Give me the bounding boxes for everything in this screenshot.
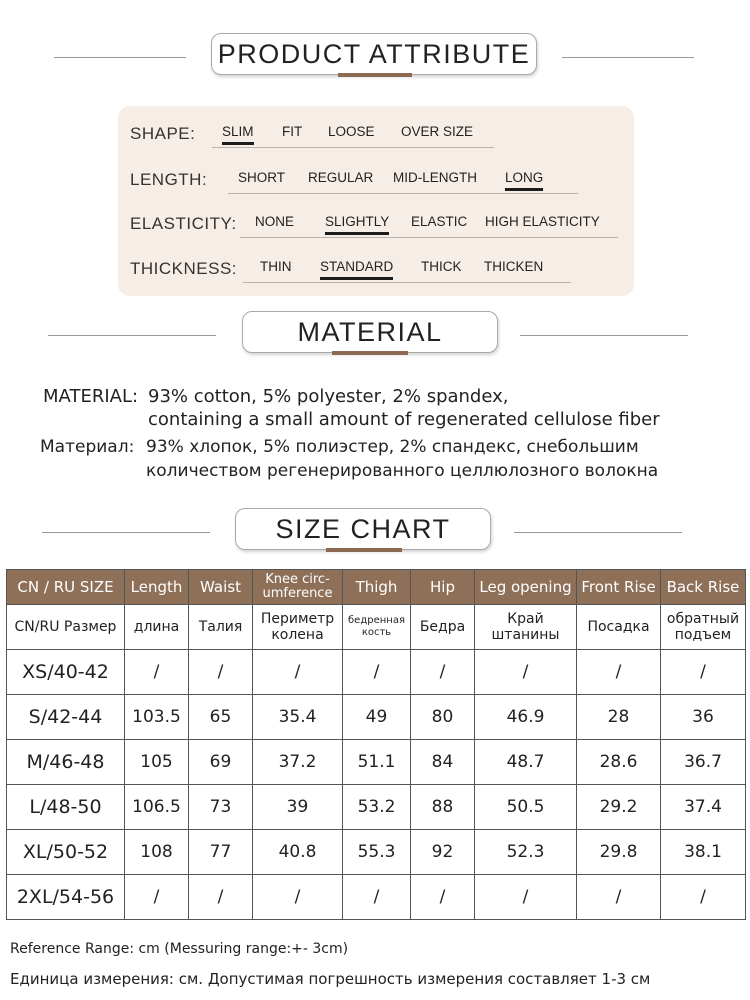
material-text-ru-2: количеством регенерированного целлюлозного волокна bbox=[146, 461, 659, 481]
title-underbar bbox=[332, 351, 408, 355]
divider-right bbox=[520, 335, 688, 336]
attr-option: REGULAR bbox=[308, 170, 374, 185]
attr-option: OVER SIZE bbox=[401, 124, 474, 139]
size-label-cell: M/46-48 bbox=[7, 740, 125, 785]
col-header: Leg opening bbox=[475, 570, 577, 605]
size-chart-header bbox=[0, 508, 750, 556]
col-header: Hip bbox=[411, 570, 475, 605]
attr-option: THICKEN bbox=[484, 259, 544, 274]
attr-row-length bbox=[118, 166, 634, 196]
attr-label: THICKNESS: bbox=[130, 259, 238, 278]
size-label-cell: XL/50-52 bbox=[7, 830, 125, 875]
attr-option: ELASTIC bbox=[411, 214, 468, 229]
divider-right bbox=[514, 532, 682, 533]
measurement-cell: / bbox=[189, 875, 253, 920]
table-row bbox=[7, 785, 746, 830]
measurement-cell: / bbox=[577, 650, 661, 695]
table-row bbox=[7, 740, 746, 785]
title-underbar bbox=[338, 73, 412, 77]
measurement-cell: 80 bbox=[411, 695, 475, 740]
attr-option: NONE bbox=[255, 214, 295, 229]
material-header bbox=[0, 311, 750, 359]
divider-left bbox=[42, 532, 210, 533]
ru-col-header: Край штанины bbox=[475, 605, 577, 650]
attr-option-selected: STANDARD bbox=[320, 259, 394, 274]
attr-option-selected: SLIGHTLY bbox=[325, 214, 390, 229]
measurement-cell: / bbox=[661, 875, 746, 920]
attr-row-shape bbox=[118, 120, 634, 150]
measurement-cell: 28.6 bbox=[577, 740, 661, 785]
ru-col-header: обратный подъем bbox=[661, 605, 746, 650]
measurement-cell: 88 bbox=[411, 785, 475, 830]
measurement-cell: / bbox=[411, 650, 475, 695]
header-row bbox=[7, 570, 746, 605]
col-header: Length bbox=[125, 570, 189, 605]
col-header: Back Rise bbox=[661, 570, 746, 605]
measurement-cell: 46.9 bbox=[475, 695, 577, 740]
measurement-cell: 38.1 bbox=[661, 830, 746, 875]
measurement-cell: 28 bbox=[577, 695, 661, 740]
material-text-ru-1: 93% хлопок, 5% полиэстер, 2% спандекс, снебольшим bbox=[146, 437, 639, 457]
attr-option-selected: LONG bbox=[505, 170, 544, 185]
measurement-cell: 106.5 bbox=[125, 785, 189, 830]
measurement-cell: 103.5 bbox=[125, 695, 189, 740]
measurement-cell: 29.2 bbox=[577, 785, 661, 830]
measurement-cell: 77 bbox=[189, 830, 253, 875]
col-header: Thigh bbox=[343, 570, 411, 605]
measurement-cell: 49 bbox=[343, 695, 411, 740]
size-label-cell: L/48-50 bbox=[7, 785, 125, 830]
measurement-cell: 36.7 bbox=[661, 740, 746, 785]
measurement-unit-note: Единица измерения: см. Допустимая погрешность измерения составляет 1-3 см bbox=[10, 970, 651, 988]
measurement-cell: 53.2 bbox=[343, 785, 411, 830]
measurement-cell: / bbox=[125, 875, 189, 920]
row-underline bbox=[240, 237, 618, 238]
section-title: PRODUCT ATTRIBUTE bbox=[211, 33, 537, 75]
attr-option: HIGH ELASTICITY bbox=[485, 214, 600, 229]
attr-row-elasticity bbox=[118, 210, 634, 240]
measurement-cell: 51.1 bbox=[343, 740, 411, 785]
ru-header-row bbox=[7, 605, 746, 650]
attr-label: ELASTICITY: bbox=[130, 214, 237, 233]
divider-left bbox=[54, 57, 186, 58]
measurement-cell: 105 bbox=[125, 740, 189, 785]
col-header: Waist bbox=[189, 570, 253, 605]
title-underbar bbox=[326, 548, 402, 552]
table-row bbox=[7, 830, 746, 875]
row-underline bbox=[212, 147, 494, 148]
measurement-cell: 37.4 bbox=[661, 785, 746, 830]
attr-option: LOOSE bbox=[328, 124, 375, 139]
ru-col-header: Посадка bbox=[577, 605, 661, 650]
attr-option: FIT bbox=[282, 124, 303, 139]
measurement-cell: / bbox=[343, 650, 411, 695]
measurement-cell: / bbox=[475, 650, 577, 695]
reference-range-note: Reference Range: cm (Messuring range:+- 3cm) bbox=[10, 941, 349, 957]
measurement-cell: 48.7 bbox=[475, 740, 577, 785]
col-header: Front Rise bbox=[577, 570, 661, 605]
measurement-cell: 39 bbox=[253, 785, 343, 830]
attr-option: MID-LENGTH bbox=[393, 170, 477, 185]
ru-col-header: CN/RU Размер bbox=[7, 605, 125, 650]
measurement-cell: 92 bbox=[411, 830, 475, 875]
size-chart-table bbox=[6, 569, 746, 920]
material-label-en: MATERIAL: bbox=[43, 386, 139, 407]
divider-right bbox=[562, 57, 694, 58]
ru-col-header: длина bbox=[125, 605, 189, 650]
material-label-ru: Материал: bbox=[40, 437, 135, 457]
measurement-cell: 55.3 bbox=[343, 830, 411, 875]
ru-col-header: Талия bbox=[189, 605, 253, 650]
measurement-cell: / bbox=[125, 650, 189, 695]
measurement-cell: / bbox=[661, 650, 746, 695]
attr-option: SHORT bbox=[238, 170, 286, 185]
size-label-cell: S/42-44 bbox=[7, 695, 125, 740]
measurement-cell: 65 bbox=[189, 695, 253, 740]
table-row bbox=[7, 875, 746, 920]
attr-row-thickness bbox=[118, 255, 634, 285]
product-attribute-header bbox=[0, 33, 750, 81]
measurement-cell: / bbox=[189, 650, 253, 695]
measurement-cell: / bbox=[253, 650, 343, 695]
material-text-en-2: containing a small amount of regenerated cellulose fiber bbox=[148, 409, 660, 430]
measurement-cell: 35.4 bbox=[253, 695, 343, 740]
ru-col-header: Периметр колена bbox=[253, 605, 343, 650]
size-label-cell: XS/40-42 bbox=[7, 650, 125, 695]
attr-option-selected: SLIM bbox=[222, 124, 254, 139]
measurement-cell: / bbox=[411, 875, 475, 920]
measurement-cell: 73 bbox=[189, 785, 253, 830]
measurement-cell: 84 bbox=[411, 740, 475, 785]
measurement-cell: 108 bbox=[125, 830, 189, 875]
table-row bbox=[7, 650, 746, 695]
section-title: SIZE CHART bbox=[235, 508, 491, 550]
row-underline bbox=[243, 282, 571, 283]
ru-col-header: Бедра bbox=[411, 605, 475, 650]
ru-col-header: бедренная кость bbox=[343, 605, 411, 650]
divider-left bbox=[48, 335, 216, 336]
material-text-en-1: 93% cotton, 5% polyester, 2% spandex, bbox=[148, 386, 509, 407]
col-header: CN / RU SIZE bbox=[7, 570, 125, 605]
measurement-cell: / bbox=[475, 875, 577, 920]
col-header: Knee circ- umference bbox=[253, 570, 343, 605]
attr-option: THIN bbox=[260, 259, 292, 274]
attr-label: SHAPE: bbox=[130, 124, 196, 143]
table-row bbox=[7, 695, 746, 740]
measurement-cell: 50.5 bbox=[475, 785, 577, 830]
size-label-cell: 2XL/54-56 bbox=[7, 875, 125, 920]
measurement-cell: / bbox=[253, 875, 343, 920]
measurement-cell: 37.2 bbox=[253, 740, 343, 785]
measurement-cell: / bbox=[343, 875, 411, 920]
row-underline bbox=[228, 193, 578, 194]
measurement-cell: / bbox=[577, 875, 661, 920]
measurement-cell: 69 bbox=[189, 740, 253, 785]
attribute-panel bbox=[118, 106, 634, 296]
size-rows bbox=[7, 650, 746, 920]
measurement-cell: 29.8 bbox=[577, 830, 661, 875]
measurement-cell: 36 bbox=[661, 695, 746, 740]
attr-option: THICK bbox=[421, 259, 462, 274]
section-title: MATERIAL bbox=[242, 311, 498, 353]
attr-label: LENGTH: bbox=[130, 170, 208, 189]
measurement-cell: 52.3 bbox=[475, 830, 577, 875]
measurement-cell: 40.8 bbox=[253, 830, 343, 875]
